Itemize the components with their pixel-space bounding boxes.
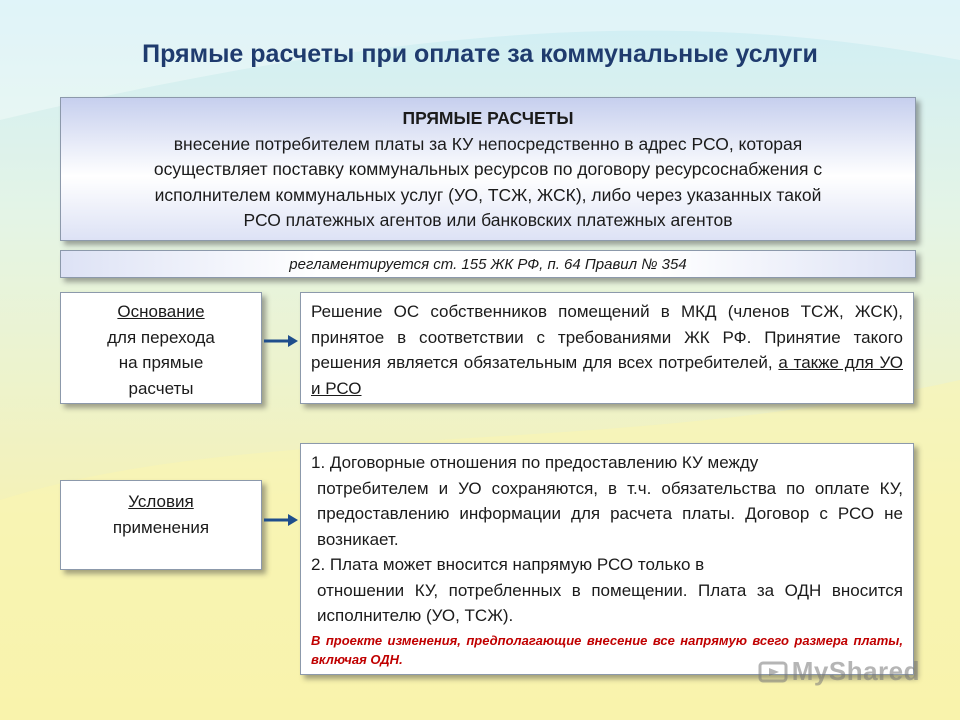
basis-label-title: Основание	[117, 302, 205, 321]
definition-box	[60, 97, 916, 241]
conditions-label-title: Условия	[128, 492, 194, 511]
condition-item-2-rest: отношении КУ, потребленных в помещении. Плата за ОДН вносится исполнителю (УО, ТСЖ).	[317, 580, 903, 625]
definition-heading: ПРЯМЫЕ РАСЧЕТЫ	[402, 108, 574, 128]
condition-item-1-rest: потребителем и УО сохраняются, в т.ч. обязательства по оплате КУ, предоставлению информации для расчета платы. Договор с РСО не возникает.	[317, 478, 903, 549]
watermark-logo-icon	[758, 659, 788, 685]
conditions-label-box	[60, 480, 262, 570]
watermark-text: MyShared	[791, 656, 920, 686]
arrow-right-icon	[264, 513, 298, 527]
arrow-right-icon	[264, 334, 298, 348]
project-change-note: В проекте изменения, предполагающие внесение все напрямую всего размера платы, включая ОДН.	[311, 632, 903, 667]
conditions-label-line: применения	[112, 517, 210, 537]
definition-line: осуществляет поставку коммунальных ресурсов по договору ресурсоснабжения с	[153, 159, 823, 179]
watermark	[758, 656, 920, 687]
definition-line: РСО платежных агентов или банковских платежных агентов	[243, 210, 733, 230]
basis-label-line: расчеты	[128, 378, 194, 398]
condition-item-2-first: 2. Плата может вносится напрямую РСО только в	[311, 555, 705, 574]
regulation-box	[60, 250, 916, 278]
basis-description-text: Решение ОС собственников помещений в МКД (членов ТСЖ, ЖСК), принятое в соответствии с требованиями ЖК РФ. Принятие такого решения является обязательным для всех потребителей,	[311, 302, 903, 372]
regulation-text: регламентируется ст. 155 ЖК РФ, п. 64 Правил № 354	[289, 256, 687, 273]
basis-label-box	[60, 292, 262, 404]
basis-description-underlined: а также для УО и РСО	[311, 353, 903, 398]
basis-label-line: для перехода	[107, 327, 215, 347]
definition-line: исполнителем коммунальных услуг (УО, ТСЖ, ЖСК), либо через указанных такой	[154, 184, 822, 205]
basis-label-line: на прямые	[118, 353, 204, 372]
page-title: Прямые расчеты при оплате за коммунальные услуги	[142, 40, 818, 68]
condition-item-1-first: 1. Договорные отношения по предоставлению КУ между	[311, 453, 759, 472]
basis-description-box	[300, 292, 914, 404]
definition-line: внесение потребителем платы за КУ непосредственно в адрес РСО, которая	[173, 133, 803, 154]
conditions-description-box	[300, 443, 914, 675]
